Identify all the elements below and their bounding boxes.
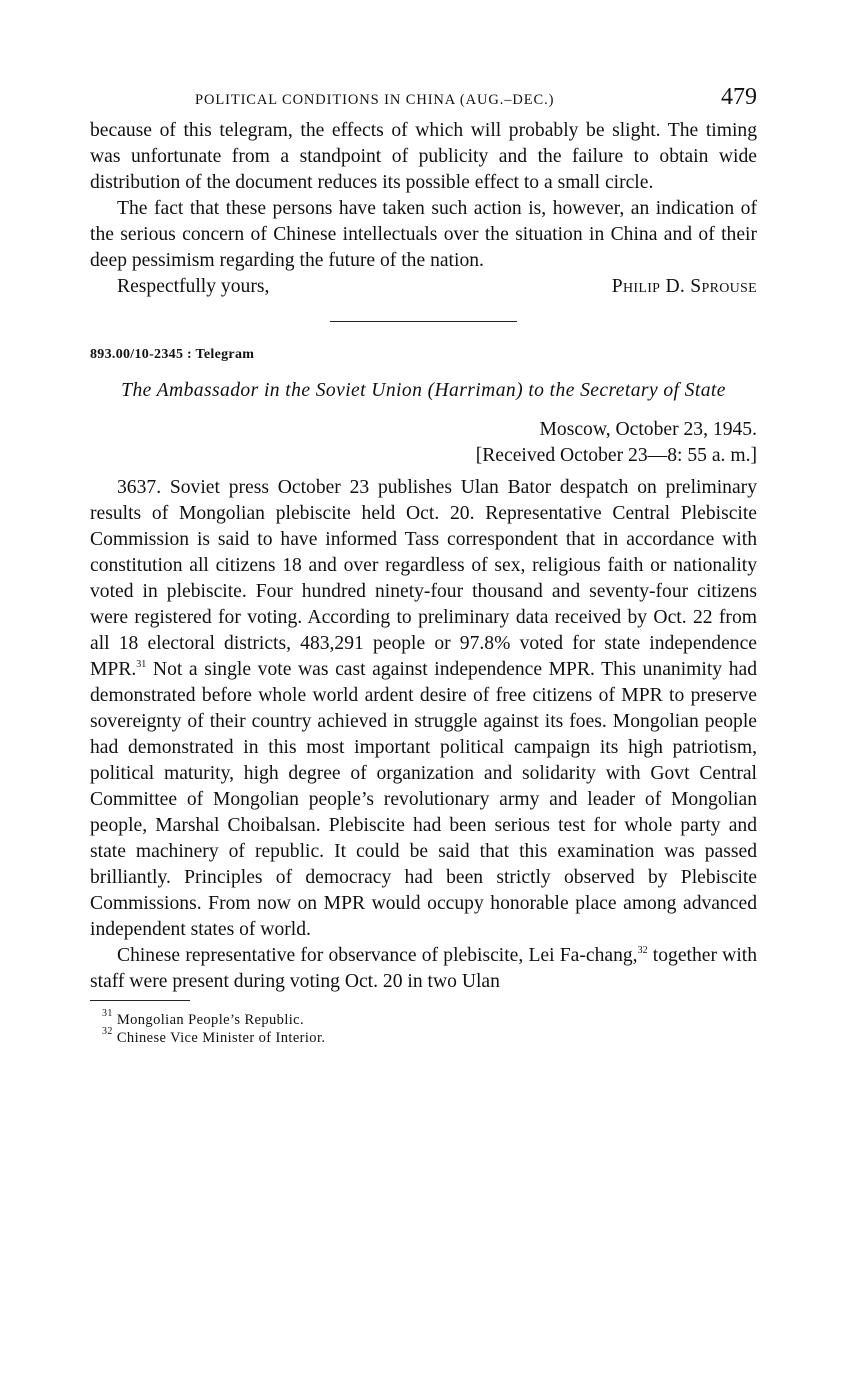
running-header [90, 84, 757, 118]
footnote [102, 1008, 757, 1029]
paragraph: The fact that these persons have taken such action is, however, an indication of the serious concern of Chinese intellectuals over the situation in China and of their deep pessimism regarding the future of the nation. [90, 198, 757, 271]
telegram-paragraph [90, 475, 757, 943]
document-heading: The Ambassador in the Soviet Union (Harriman) to the Secretary of State [121, 380, 726, 401]
dateline-place-date: Moscow, October 23, 1945. [539, 419, 757, 440]
footnote-reference[interactable]: 31 [136, 659, 147, 670]
telegram-text: Not a single vote was cast against independence MPR. This unanimity had demonstrated before whole world ardent desire of free citizens of MPR to preserve sovereignty of their country achieved in struggle against its foes. Mongolian people had demonstrated in this most important political campaign its high patriotism, political maturity, high degree of organization and solidarity with Govt Central Committee of Mongolian people’s revolutionary army and leader of Mongolian people, Marshal Choibalsan. Plebiscite had been serious test for whole party and state machinery of republic. It could be said that this examination was passed brilliantly. Principles of democracy had been strictly observed by Plebiscite Commissions. From now on MPR would occupy honorable place among advanced independent states of world. [90, 659, 757, 940]
section-divider [330, 321, 517, 322]
letter-closing [90, 274, 757, 300]
footnote [102, 1026, 757, 1047]
telegram-paragraph [90, 943, 757, 995]
file-number: 893.00/10-2345 : Telegram [90, 347, 255, 362]
complimentary-close: Respectfully yours, [117, 276, 270, 297]
running-title: POLITICAL CONDITIONS IN CHINA (AUG.–DEC.) [195, 92, 555, 108]
footnote-marker: 32 [102, 1026, 113, 1037]
document-page [90, 84, 757, 1047]
telegram-text: 3637. Soviet press October 23 publishes Ulan Bator despatch on preliminary results of Mongolian plebiscite held Oct. 20. Representative Central Plebiscite Commission is said to have informed Tass correspondent that in accordance with constitution all citizens 18 and over regardless of sex, religious faith or nationality voted in plebiscite. Four hundred ninety-four thousand and seventy-four citizens were registered for voting. According to preliminary data received by Oct. 22 from all 18 electoral districts, 483,291 people or 97.8% voted for state independence MPR. [90, 477, 757, 680]
footnotes [90, 1008, 757, 1047]
footnote-text: Chinese Vice Minister of Interior. [116, 1030, 326, 1046]
footnote-marker: 31 [102, 1008, 113, 1019]
telegram-text: Chinese representative for observance of plebiscite, Lei Fa-chang, [117, 945, 638, 966]
dateline [90, 417, 757, 469]
continued-paragraph: because of this telegram, the effects of which will probably be slight. The timing was unfortunate from a standpoint of publicity and the failure to obtain wide distribution of the document reduces its possible effect to a small circle. [90, 120, 757, 193]
telegram-text: together with staff were present during voting Oct. 20 in two Ulan [90, 945, 758, 992]
page-number: 479 [721, 84, 757, 110]
dateline-received: [Received October 23—8: 55 a. m.] [475, 445, 757, 466]
footnote-divider [90, 1000, 190, 1001]
signature: Philip D. Sprouse [611, 276, 757, 297]
footnote-reference[interactable]: 32 [637, 945, 648, 956]
footnote-text: Mongolian People’s Republic. [116, 1012, 305, 1028]
